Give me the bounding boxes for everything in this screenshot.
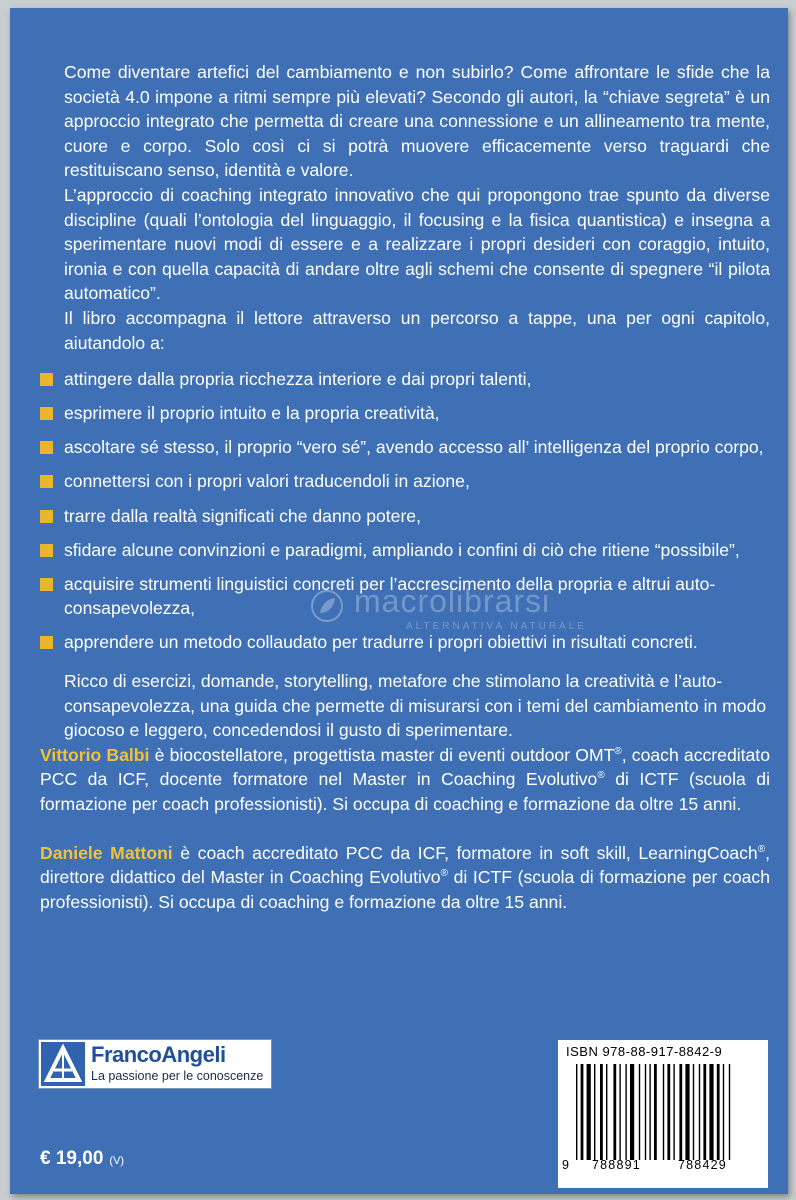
isbn-label: ISBN 978-88-917-8842-9 [566,1044,723,1059]
author-bio-2: Daniele Mattoni è coach accreditato PCC da ICF, formatore in soft skill, LearningCoach®, direttore didattico del Master in Coaching Evolutivo® di ICTF (scuola di formazione per coach professionisti). Si occupa di coaching e formazione da oltre 15 anni. [40,842,770,912]
barcode-digits [558,1158,768,1180]
intro-paragraph-2: L’approccio di coaching integrato innovativo che qui propongono trae spunto da diverse discipline (quali l’ontologia del linguaggio, il focusing e la fisica quantistica) e insegna a sperimentare nuovi modi di essere e a realizzare i propri desideri con coraggio, intuito, ironia e con quella capacità di andare oltre agli schemi che consente di spegnere “il pilota automatico”. [64,184,770,304]
bullet-square-icon [40,373,53,386]
barcode-bars-icon [576,1064,760,1160]
barcode-digits-left: 788891 [592,1158,641,1172]
list-item: acquisire strumenti linguistici concreti per l’accrescimento della propria e altrui auto-consapevolezza, [40,572,770,621]
barcode-digits-right: 788429 [678,1158,727,1172]
list-item: connettersi con i propri valori traducendoli in azione, [40,469,770,494]
price-value: € 19,00 [40,1148,104,1169]
bullet-square-icon [40,578,53,591]
price [40,1148,124,1170]
price-note: (V) [109,1155,125,1167]
list-item: ascoltare sé stesso, il proprio “vero sé”, avendo accesso all’ intelligenza del proprio corpo, [40,435,770,460]
intro-paragraph-1: Come diventare artefici del cambiamento e non subirlo? Come affrontare le sfide che la società 4.0 impone a ritmi sempre più elevati? Secondo gli autori, la “chiave segreta” è un approccio integrato che permetta di creare una connessione e un allineamento tra mente, cuore e corpo. Solo così ci si potrà muovere efficacemente verso traguardi che restituiscano senso, identità e valore. [64,62,770,181]
list-item: trarre dalla realtà significati che danno potere, [40,504,770,529]
watermark-subtitle: ALTERNATIVA NATURALE [406,621,587,632]
intro-paragraph-3: Il libro accompagna il lettore attraverso un percorso a tappe, una per ogni capitolo, aiutandolo a: [64,307,770,353]
barcode [558,1040,768,1188]
bullet-square-icon [40,510,53,523]
watermark-text: macrolibrarsi [354,583,551,619]
list-item: attingere dalla propria ricchezza interiore e dai propri talenti, [40,367,770,392]
author-name: Vittorio Balbi [40,744,150,765]
publisher-name: FrancoAngeli [91,1042,226,1067]
list-item: esprimere il proprio intuito e la propria creatività, [40,401,770,426]
publisher-a-icon [41,1042,85,1086]
bullet-square-icon [40,636,53,649]
list-item: apprendere un metodo collaudato per tradurre i propri obiettivi in risultati concreti. [40,630,770,655]
publisher-tagline: La passione per le conoscenze [91,1069,264,1083]
bullet-square-icon [40,441,53,454]
book-back-cover [10,8,788,1194]
bullet-square-icon [40,407,53,420]
author-name: Daniele Mattoni [40,842,173,863]
list-item: sfidare alcune convinzioni e paradigmi, ampliando i confini di ciò che ritiene “possibile”, [40,538,770,563]
barcode-digit-first: 9 [562,1158,569,1172]
leaf-logo-icon [310,589,344,623]
blurb-text [40,60,770,914]
bullet-square-icon [40,544,53,557]
author-bio-1: Vittorio Balbi è biocostellatore, progettista master di eventi outdoor OMT®, coach accreditato PCC da ICF, docente formatore nel Master in Coaching Evolutivo® di ICTF (scuola di formazione per coach professionisti). Si occupa di coaching e formazione da oltre 15 anni. [40,744,770,814]
closing-paragraph: Ricco di esercizi, domande, storytelling, metafore che stimolano la creatività e l’auto-consapevolezza, una guida che permette di misurarsi con i temi del cambiamento in modo giocoso e leggero, concedendosi il gusto di sperimentare. [64,670,767,741]
bullet-square-icon [40,475,53,488]
watermark [310,583,610,637]
publisher-logo [38,1039,272,1089]
